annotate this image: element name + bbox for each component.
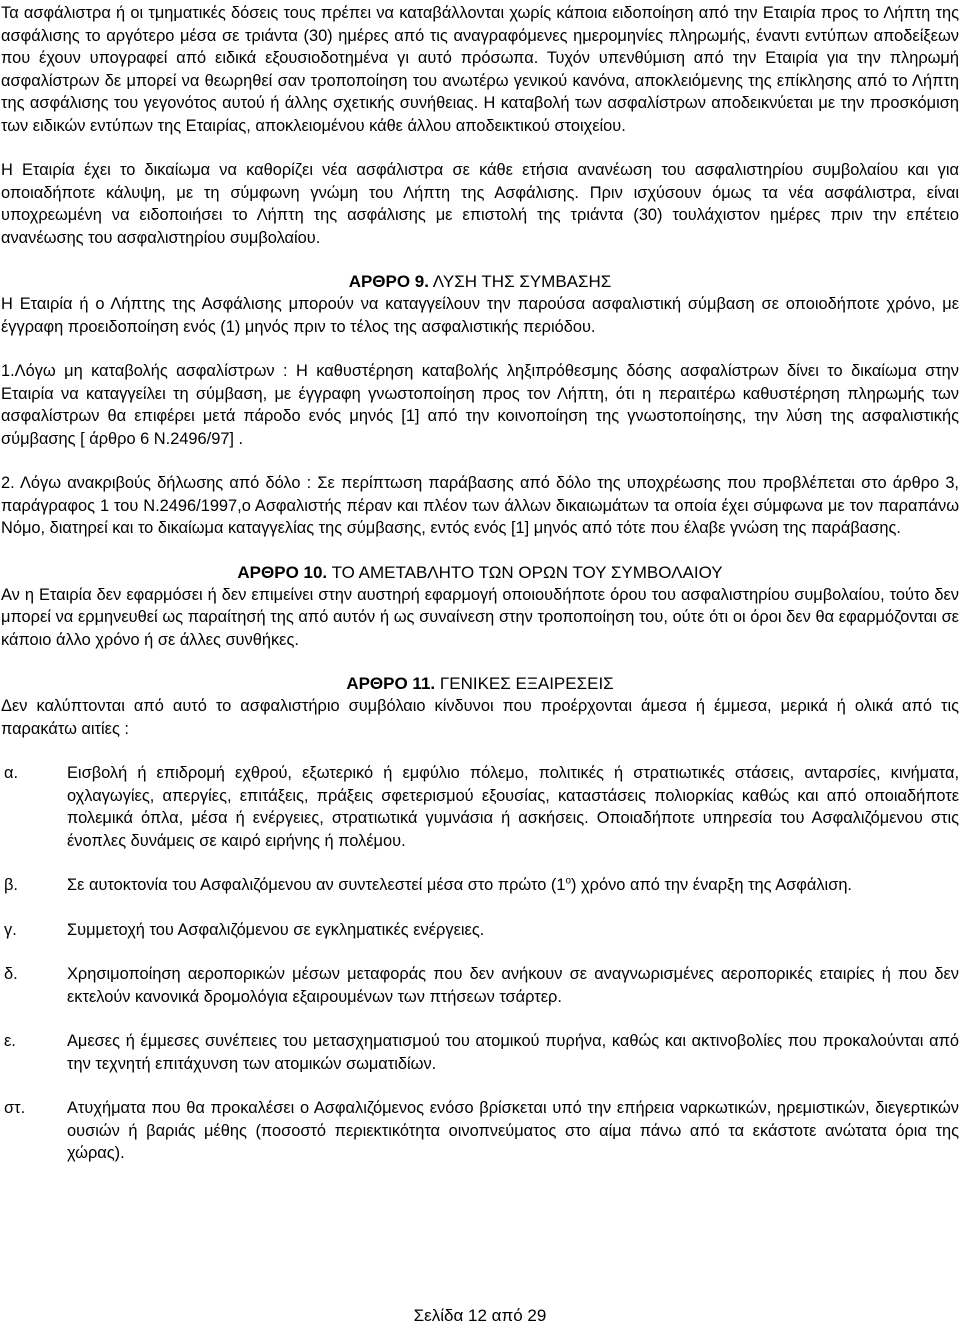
exclusion-item xyxy=(1,874,959,897)
exclusion-text: Χρησιμοποίηση αεροπορικών μέσων μεταφοράς που δεν ανήκουν σε αναγνωρισμένες αεροπορικές εταιρίες ή που δεν εκτελούν κανονικά δρομολόγια εξαιρουμένων των πτήσεων τσάρτερ. xyxy=(67,965,959,1006)
article-11-intro: Δεν καλύπτονται από αυτό το ασφαλιστήριο συμβόλαιο κίνδυνοι που προέρχονται άμεσα ή έμμεσα, μερικά ή ολικά από τις παρακάτω αιτίες : xyxy=(1,697,959,738)
article-9-item-1: 1.Λόγω μη καταβολής ασφαλίστρων : Η καθυστέρηση καταβολής ληξιπρόθεσμης δόσης ασφαλίστρων δίνει το δικαίωμα στην Εταιρία να καταγγείλει τη σύμβαση, με έγγραφη γνωστοποίηση προς τον Λήπτη, ότι η περαιτέρω καθυστέρηση πληρωμής των ασφαλίστρων θα επιφέρει μετά πάροδο ενός μηνός [1] από την κοινοποίηση της γνωστοποίησης, την λύση της ασφαλιστικής σύμβασης [ άρθρο 6 Ν.2496/97] . xyxy=(1,362,959,448)
exclusion-text: Εισβολή ή επιδρομή εχθρού, εξωτερικό ή εμφύλιο πόλεμο, πολιτικές ή στρατιωτικές στάσεις, ανταρσίες, κινήματα, οχλαγωγίες, απεργίες, επιτάξεις, πράξεις σφετερισμού εξουσίας, καταστάσεις πολιορκίας καθώς και από οποιαδήποτε πολεμικά όπλα, μέσα ή ενέργειες, στρατιωτικά γυμνάσια ή ασκήσεις. Οποιαδήποτε υπηρεσία του Ασφαλιζόμενου στις ένοπλες δυνάμεις σε καιρό ειρήνης ή πολέμου. xyxy=(67,764,959,850)
exclusion-marker: ε. xyxy=(4,1032,16,1050)
article-10-heading xyxy=(1,562,959,584)
exclusion-marker: δ. xyxy=(4,965,18,983)
article-11-number: ΑΡΘΡΟ 11. xyxy=(346,674,436,693)
exclusion-item xyxy=(1,963,959,1008)
page-number: Σελίδα 12 από 29 xyxy=(413,1306,547,1325)
exclusion-item xyxy=(1,919,959,942)
article-9-number: ΑΡΘΡΟ 9. xyxy=(348,272,429,291)
exclusion-item xyxy=(1,1097,959,1165)
exclusion-text xyxy=(67,874,959,897)
article-11-heading xyxy=(1,673,959,695)
article-10-body: Αν η Εταιρία δεν εφαρμόσει ή δεν επιμείνει στην αυστηρή εφαρμογή οποιουδήποτε όρου του ασφαλιστηρίου συμβολαίου, τούτο δεν μπορεί να ερμηνευθεί ως παραίτησή της από αυτόν ή ως συναίνεση στην τροποποίηση του, ούτε ότι οι όροι δεν θα εφαρμόζονται σε κάποιο άλλο χρόνο ή σε άλλες συνθήκες. xyxy=(1,585,959,649)
article-10-title: ΤΟ ΑΜΕΤΑΒΛΗΤΟ ΤΩΝ ΟΡΩΝ ΤΟΥ ΣΥΜΒΟΛΑΙΟΥ xyxy=(327,562,723,582)
exclusion-marker: στ. xyxy=(4,1099,26,1117)
exclusion-marker: γ. xyxy=(4,920,17,939)
exclusion-item xyxy=(1,1030,959,1075)
paragraph-new-premiums: Η Εταιρία έχει το δικαίωμα να καθορίζει νέα ασφάλιστρα σε κάθε ετήσια ανανέωση του ασφαλιστηρίου συμβολαίου και για οποιαδήποτε κάλυψη, με τη σύμφωνη γνώμη του Λήπτη της Ασφάλισης. Πριν ισχύσουν όμως τα νέα ασφάλιστρα, είναι υποχρεωμένη να ειδοποιήσει το Λήπτη της ασφάλισης με επιστολή της τριάντα (30) τουλάχιστον ημέρες πριν την επέτειο ανανέωσης του ασφαλιστηρίου συμβολαίου. xyxy=(1,161,959,247)
exclusion-text: Συμμετοχή του Ασφαλιζόμενου σε εγκληματικές ενέργειες. xyxy=(67,920,485,939)
exclusion-item xyxy=(1,762,959,852)
article-10-number: ΑΡΘΡΟ 10. xyxy=(237,562,328,582)
exclusion-text-part: Σε αυτοκτονία του Ασφαλιζόμενου αν συντελεστεί μέσα στο πρώτο (1 xyxy=(67,876,566,894)
paragraph-premium-payment: Τα ασφάλιστρα ή οι τμηματικές δόσεις τους πρέπει να καταβάλλονται χωρίς κάποια ειδοποίηση από την Εταιρία προς το Λήπτη της ασφάλισης το αργότερο μέσα σε τριάντα (30) ημέρες από τις αναγραφόμενες ημερομηνίες πληρωμής, έναντι εντύπων αποδείξεων που έχουν υπογραφεί από ειδικά εξουσιοδοτημένα γι αυτό πρόσωπα. Τυχόν υπενθύμιση από την Εταιρία για την πληρωμή ασφαλίστρων δε μπορεί να θεωρηθεί σαν τροποποίηση του ανωτέρω γενικού κανόνα, αποκλειόμενης της επίκλησης από το Λήπτη της ασφάλισης του γεγονότος αυτού ή άλλης σχετικής συνήθειας. Η καταβολή των ασφαλίστρων αποδεικνύεται με την προσκόμιση των ειδικών εντύπων της Εταιρίας, αποκλειομένου κάθε άλλου αποδεικτικού στοιχείου. xyxy=(1,4,959,135)
article-11-title: ΓΕΝΙΚΕΣ ΕΞΑΙΡΕΣΕΙΣ xyxy=(435,674,614,693)
exclusion-marker: α. xyxy=(4,764,19,782)
article-9-heading xyxy=(1,271,959,293)
article-9-intro: Η Εταιρία ή ο Λήπτης της Ασφάλισης μπορούν να καταγγείλουν την παρούσα ασφαλιστική σύμβαση σε οποιοδήποτε χρόνο, με έγγραφη προειδοποίηση ενός (1) μηνός πριν το τέλος της ασφαλιστικής περιόδου. xyxy=(1,295,959,336)
exclusion-marker: β. xyxy=(4,876,18,894)
article-9-title: ΛΥΣΗ ΤΗΣ ΣΥΜΒΑΣΗΣ xyxy=(429,272,612,291)
article-9-item-2: 2. Λόγω ανακριβούς δήλωσης από δόλο : Σε περίπτωση παράβασης από δόλο της υποχρέωσης που προβλέπεται στο άρθρο 3, παράγραφος 1 του Ν.2496/1997,ο Ασφαλιστής πέραν και πλέον των άλλων δικαιωμάτων τα οποία έχει σύμφωνα με τον παραπάνω Νόμο, διατηρεί και το δικαίωμα καταγγελίας της σύμβασης, εντός ενός [1] μηνός από τότε που έλαβε γνώση της παράβασης. xyxy=(1,474,959,537)
ordinal-superscript: ο xyxy=(565,875,572,887)
page-footer xyxy=(0,1305,960,1327)
exclusion-text: Αμεσες ή έμμεσες συνέπειες του μετασχηματισμού του ατομικού πυρήνα, καθώς και ακτινοβολίες που προκαλούνται από την τεχνητή επιτάχυνση των ατομικών σωματιδίων. xyxy=(67,1032,959,1073)
exclusion-text: Ατυχήματα που θα προκαλέσει ο Ασφαλιζόμενος ενόσο βρίσκεται υπό την επήρεια ναρκωτικών, ηρεμιστικών, διεγερτικών ουσιών ή βαριάς μέθης (ποσοστό περιεκτικότητα οινοπνεύματος στο αίμα πάνω από τα εκάστοτε ανώτατα όρια της χώρας). xyxy=(67,1099,959,1162)
exclusion-text-part: ) χρόνο από την έναρξη της Ασφάλιση. xyxy=(571,876,852,894)
